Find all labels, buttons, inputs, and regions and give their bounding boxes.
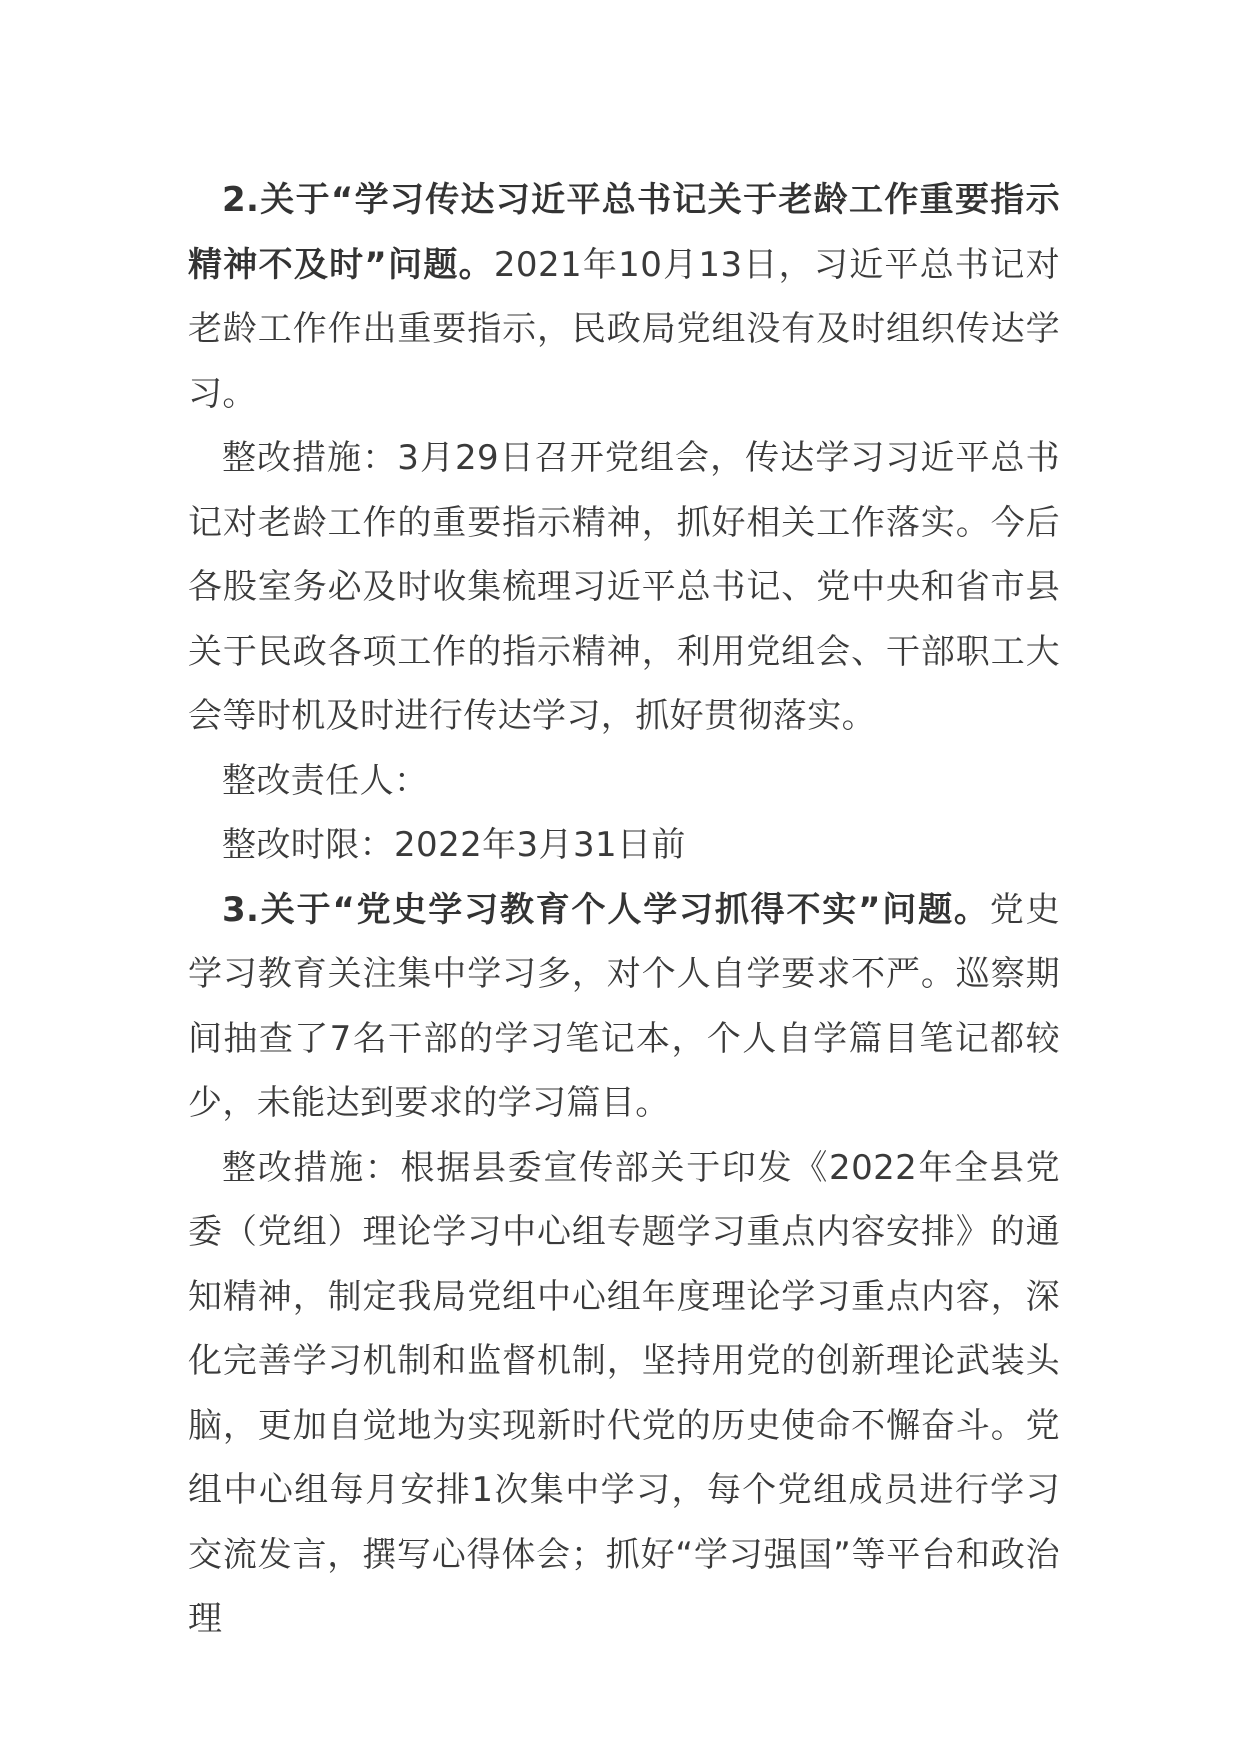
issue-3-heading: 3.关于“党史学习教育个人学习抓得不实”问题。 — [222, 889, 990, 930]
document-body — [188, 168, 1060, 1652]
paragraph-issue-3-measures — [188, 1136, 1060, 1652]
issue-2-responsible-text: 整改责任人： — [222, 760, 429, 801]
issue-2-description: 2021年10月13日，习近平总书记对老龄工作作出重要指示，民政局党组没有及时组织传达学习。 — [188, 244, 1061, 414]
paragraph-issue-2 — [188, 168, 1060, 426]
issue-2-heading: 2.关于“学习传达习近平总书记关于老龄工作重要指示精神不及时”问题。 — [188, 180, 1060, 285]
paragraph-issue-2-measures — [188, 426, 1060, 749]
issue-2-deadline-text: 整改时限：2022年3月31日前 — [222, 825, 686, 865]
issue-3-description: 党史学习教育关注集中学习多，对个人自学要求不严。巡察期间抽查了7名干部的学习笔记本，个人自学篇目笔记都较少，未能达到要求的学习篇目。 — [188, 889, 1060, 1123]
paragraph-issue-3 — [188, 878, 1060, 1136]
paragraph-issue-2-deadline — [188, 813, 1060, 878]
paragraph-issue-2-responsible — [188, 749, 1060, 814]
issue-2-measures-text: 整改措施：3月29日召开党组会，传达学习习近平总书记对老龄工作的重要指示精神，抓好相关工作落实。今后各股室务必及时收集梳理习近平总书记、党中央和省市县关于民政各项工作的指示精神，利用党组会、干部职工大会等时机及时进行传达学习，抓好贯彻落实。 — [188, 438, 1060, 736]
issue-3-measures-text: 整改措施：根据县委宣传部关于印发《2022年全县党委（党组）理论学习中心组专题学习重点内容安排》的通知精神，制定我局党组中心组年度理论学习重点内容，深化完善学习机制和监督机制，坚持用党的创新理论武装头脑，更加自觉地为实现新时代党的历史使命不懈奋斗。党组中心组每月安排1次集中学习，每个党组成员进行学习交流发言，撰写心得体会；抓好“学习强国”等平台和政治理 — [188, 1147, 1060, 1639]
